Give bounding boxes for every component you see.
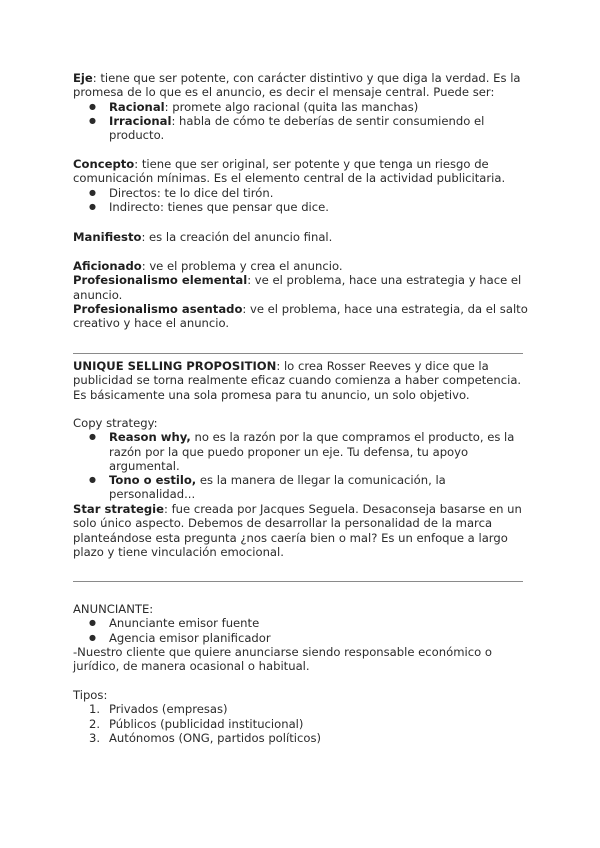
item-text: Públicos (publicidad institucional) [109, 716, 304, 731]
star-term: Star strategie [73, 502, 164, 516]
usp-paragraph [73, 359, 533, 402]
item-number: 1. [89, 702, 101, 717]
usp-section [73, 359, 533, 402]
star-paragraph [73, 502, 533, 559]
item-text: Autónomos (ONG, partidos políticos) [109, 730, 322, 745]
copy-strategy-heading: Copy strategy: [73, 416, 158, 430]
copy-strategy-section [73, 416, 533, 502]
concepto-list [73, 186, 533, 215]
usp-text: : lo crea Rosser Reeves y dice que la publicidad se torna realmente eficaz cuando comienza a haber competencia. Es básicamente una sola promesa para tu anuncio, un solo objetivo. [73, 359, 522, 402]
eje-text: : tiene que ser potente, con carácter distintivo y que diga la verdad. Es la promesa de lo que es el anuncio, es decir el mensaje central. Puede ser: [73, 71, 521, 100]
list-item [73, 702, 533, 716]
item-text: : promete algo racional (quita las manchas) [164, 99, 419, 114]
eje-term: Eje [73, 71, 93, 85]
level-term: Aficionado [73, 259, 142, 273]
item-term: Reason why, [109, 430, 191, 445]
copy-strategy-list [73, 430, 533, 501]
levels-section [73, 259, 533, 330]
usp-term: UNIQUE SELLING PROPOSITION [73, 359, 277, 373]
concepto-paragraph [73, 157, 533, 186]
item-term: Irracional [109, 113, 172, 128]
level-paragraph [73, 273, 533, 302]
concepto-section [73, 157, 533, 214]
eje-paragraph [73, 71, 533, 100]
list-item [73, 731, 533, 745]
star-strategie-section [73, 502, 533, 559]
tipos-section [73, 688, 533, 745]
item-text: no es la razón por la que compramos el producto, es la razón por la que puedo proponer un eje. Tu defensa, tu apoyo argumental. [109, 430, 515, 473]
anunciante-section [73, 602, 533, 673]
level-text: : ve el problema y crea el anuncio. [141, 259, 343, 273]
list-item: ● Indirecto: tienes que pensar que dice. [73, 200, 533, 214]
manifiesto-paragraph [73, 230, 533, 244]
level-text: : ve el problema, hace una estrategia y hace el anuncio. [73, 273, 522, 302]
concepto-term: Concepto [73, 157, 135, 171]
divider [73, 581, 523, 582]
list-item [73, 430, 533, 473]
level-term: Profesionalismo asentado [73, 301, 243, 316]
level-paragraph [73, 302, 533, 331]
star-text: : fue creada por Jacques Seguela. Desaconseja basarse en un solo único aspecto. Debemos de desarrollar la personalidad de la marca planteándose esta pregunta ¿nos caería bien o mal? Es un enfoque a largo plazo y tiene vinculación emocional. [73, 502, 522, 559]
manifiesto-text: : es la creación del anuncio final. [141, 230, 333, 244]
item-term: Tono o estilo, [109, 473, 197, 488]
tipos-heading: Tipos: [73, 688, 108, 702]
anunciante-heading: ANUNCIANTE: [73, 602, 154, 616]
list-item [73, 100, 533, 114]
item-text: es la manera de llegar la comunicación, la personalidad... [109, 473, 446, 502]
anunciante-list [73, 616, 533, 645]
list-item: ● Agencia emisor planificador [73, 631, 533, 645]
eje-section [73, 71, 533, 142]
list-item [73, 473, 533, 502]
tipos-list [73, 702, 533, 745]
manifiesto-term: Manifiesto [73, 230, 142, 244]
level-paragraph [73, 259, 533, 273]
level-text: : ve el problema, hace una estrategia, da el salto creativo y hace el anuncio. [73, 301, 528, 331]
list-item [73, 114, 533, 143]
concepto-text: : tiene que ser original, ser potente y que tenga un riesgo de comunicación mínimas. Es el elemento central de la actividad publicitaria. [73, 157, 506, 186]
anunciante-text: -Nuestro cliente que quiere anunciarse siendo responsable económico o jurídico, de manera ocasional o habitual. [73, 644, 492, 674]
level-term: Profesionalismo elemental [73, 273, 248, 288]
manifiesto-section [73, 230, 533, 244]
item-number: 2. [89, 716, 101, 731]
list-item: ● Anunciante emisor fuente [73, 616, 533, 630]
item-number: 3. [89, 730, 101, 745]
list-item: ● Directos: te lo dice del tirón. [73, 186, 533, 200]
eje-list [73, 100, 533, 143]
item-text: : habla de cómo te deberías de sentir consumiendo el producto. [109, 113, 485, 143]
item-text: Privados (empresas) [109, 702, 228, 717]
divider [73, 353, 523, 354]
item-term: Racional [109, 99, 165, 114]
list-item [73, 717, 533, 731]
